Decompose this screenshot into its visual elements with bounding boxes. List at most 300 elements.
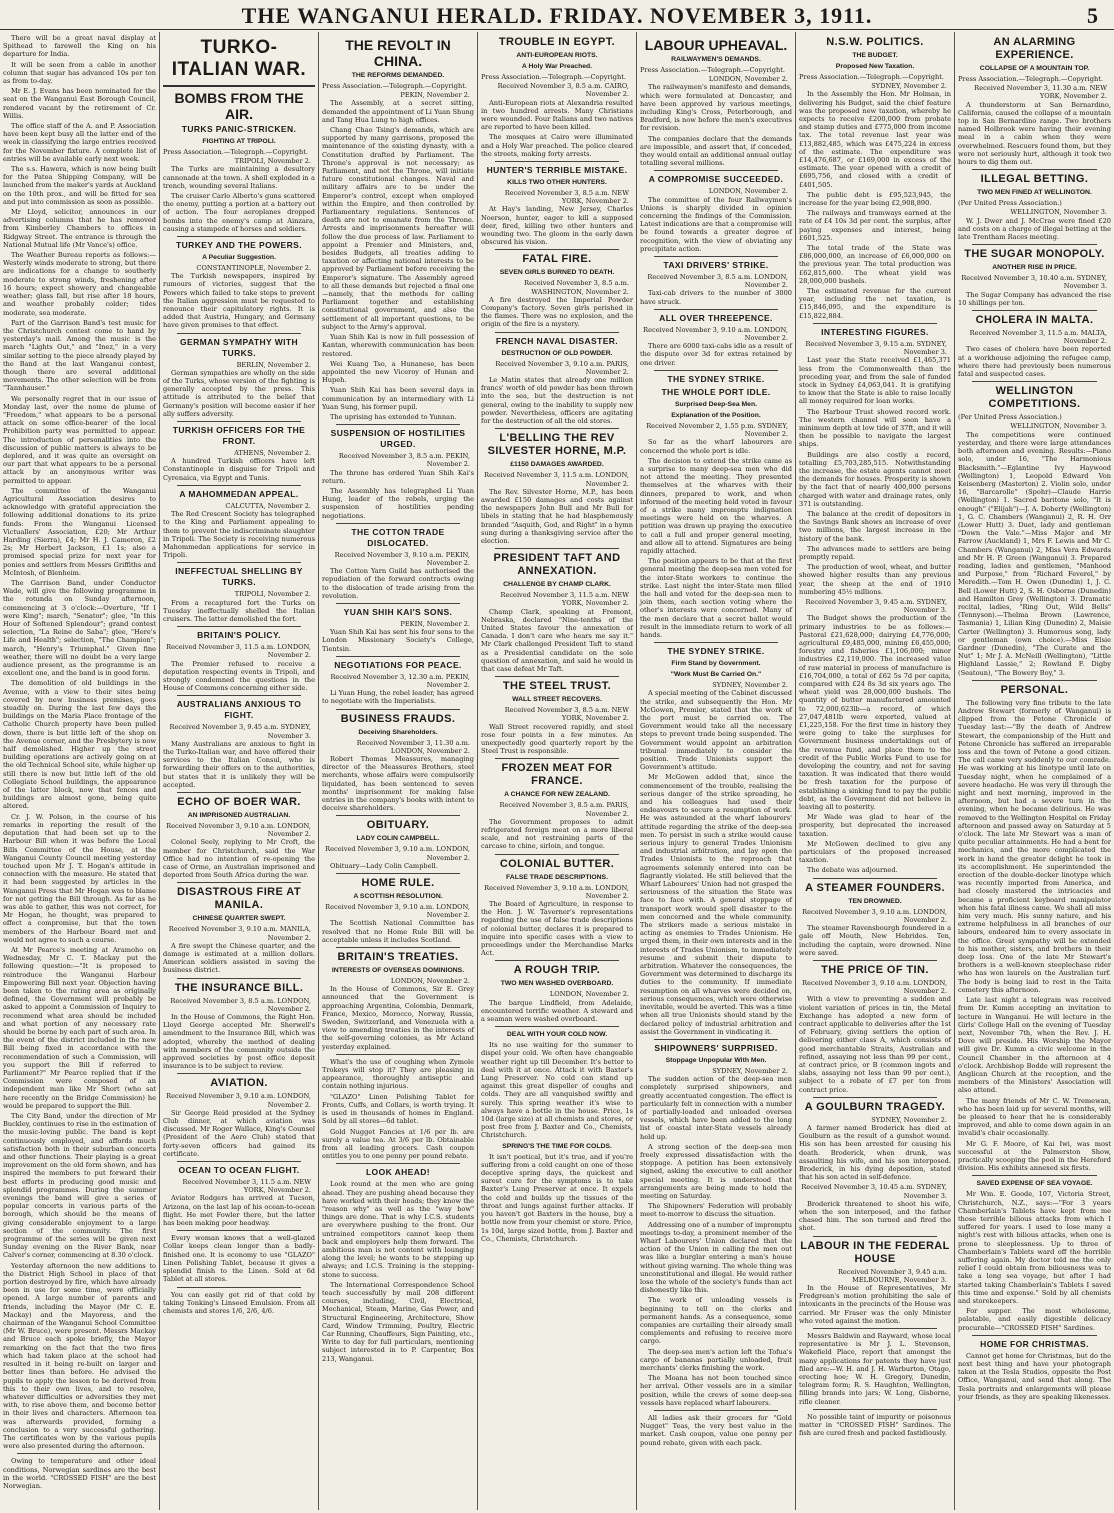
subheadline: DESTRUCTION OF OLD POWDER. [501, 349, 613, 357]
paragraph: The Rev. Silvester Horne, M.P., has been awarded £150 damages and costs against the newspapers John Bull and Mr Bull for libels in stating that he had blasphemously branded "Asquith, God, and Right" in a hymn sung during a thanksgiving service after the election. [481, 487, 633, 545]
divider [177, 978, 301, 979]
subheadline: A SCOTTISH RESOLUTION. [353, 893, 443, 901]
dateline: Received November 3, 8.5 a.m. LONDON, November 2. [647, 273, 788, 290]
headline: INEFFECTUAL SHELLING BY TURKS. [175, 566, 303, 588]
column-1 [0, 32, 160, 1510]
paragraph: The production of wool, wheat, and butter showed higher results than any previous year, the sheep at the end of 1910 numbering 45½ millions. [799, 563, 951, 596]
dateline: Received November 3, 9.10 a.m. LONDON, November 2. [484, 883, 629, 900]
paragraph: In the Assembly the Hon. Mr Holman, in delivering his Budget, said the chief feature was the proposed new taxation, whereby he expects to receive £200,000 from probate and stamp duties and £775,000 from income tax. The total revenue last year was £13,882,485, which was £475,224 in excess of the estimate. The expenditure was £14,476,687, or £169,000 in excess of the estimate. The year opened with a credit of £695,756, and closed with a credit of £401,505. [799, 90, 951, 189]
paragraph: The Assembly has telegraphed Li Yuan Hung, leader of the rebels, urging the suspension of hostilities pending negotiations. [322, 486, 474, 520]
paragraph: The following very fine tribute to the late Andrew Stewart (formerly of Wanganui) is clipped from the Petone Chronicle of Tuesday last:—"By the death of Andrew Stewart, the companionship of the Hutt and Petone Chronicle has suffered an irreparable loss and the town of Petone a good citizen. The call came very suddenly to our comrade. He was working at his linotype until late on Tuesday night, when he complained of a severe headache. He was very ill through the night and next morning, improved in the afternoon, but had a severe turn in the evening, when he became delirious. He was removed to the Wellington Hospital on Friday afternoon and passed away on Saturday at 5 o'clock. The late Mr Stewart was a man of quite peculiar attainments. He had a bent for mechanics, and the more complicated the work in hand the greater delight he took in its accomplishment. He superintended the erection of the double-decker linotype which was recently imported from America, and had closely mastered the intricacies and became a proficient keyboard manipulator when his fatal illness came. We shall all miss him very much. His sunny nature, and his extreme helpfulness in all branches of our labours, endeared him to every associate in the office. Great sympathy will be extended to his mother, sisters, and brothers in their deep loss. One of the late Mr Stewart's brothers is a well-known steeplechase rider who has won laurels on the Australian turf. The body is being laid to rest in the Taita cemetery this afternoon. [958, 698, 1111, 994]
advertisement: Every woman knows that a well-glazed Collar keeps clean longer than a badly-finished one. It is economy to use "GLAZO" Linen Polishing Tablet, because it gives a splendid finish to the Linen. Sold at 6d Tablet at all stores. [163, 1234, 315, 1284]
dateline: Received November 3, 8.5 a.m. CAIRO, November 2. [497, 82, 629, 99]
headline: SAVED EXPENSE OF SEA VOYAGE. [976, 1180, 1093, 1188]
dateline: SYDNEY, November 2. [712, 681, 788, 690]
subheadline: £1150 DAMAGES AWARDED. [510, 461, 604, 469]
advertisement: Owing to temperature and other ideal conditions, Norwegian sardines are the best in the world. "CROSSED FISH" are the best Norwegian. [3, 1457, 156, 1490]
headline: TROUBLE IN EGYPT. [498, 36, 616, 48]
headline: L'BELLING THE REV SILVESTER HORNE, M.P. [487, 432, 627, 458]
divider [177, 1287, 301, 1288]
paragraph: Cr. J. W. Polson, in the course of his remarks in reporting the result of the deputation that had been set up to the Harbour Bill when it was before the Local Bills Committee of the House, at the Wanganui County Council meeting yesterday touched upon Mr J. T. Hogan's attitude in connection with the measure. He stated that it had been suggested by articles in the Wanganui Press that Mr Hogan was to blame for not getting the Bill through. As far as he was able to gather, this was not correct, for Mr Hogan, he thought, was prepared to effect a compromise, but that the town members of the Harbour Board met and would not agree to such a course. [3, 812, 156, 944]
subheadline: FIGHTING AT TRIPOLI. [202, 138, 276, 145]
dateline: Received November 3, 11.5 a.m. LONDON, November 2. [484, 471, 629, 488]
advertisement: All ladies ask their grocers for "Gold Nugget" Teas, the very best value in the market. Cash coupon, value one penny per pound rebate, given with each pack. [640, 1414, 792, 1447]
paragraph: The Weather Bureau reports as follows:—Westerly winds moderate to strong, but there are indications for a change to southerly moderate to strong winds, freshening after 16 hours; expect showery and changeable weather; glass fall, but rise after 18 hours, and weather probably colder; tides moderate, sea moderate. [3, 251, 156, 317]
paragraph: The balance at the credit of depositors in the Savings Bank shows an increase of over two millions, the largest increase in the history of the bank. [799, 509, 951, 543]
paragraph: The work of unloading vessels is beginning to tell on the clerks and permanent hands. As a consequence, some companies are curtailing their already small complements and refusing to receive more cargo. [640, 1296, 792, 1346]
headline: THE STEEL TRUST. [502, 680, 612, 693]
dateline: Received November 3, 11.5 a.m. LONDON, November 2. [166, 643, 311, 660]
divider [336, 873, 460, 874]
divider [495, 676, 619, 677]
paragraph: Champ Clark, speaking at Fremont, Nebraska, declared "Nine-tenths of the United States favour the annexation of Canada. I don't care who hears me say it." Mr Clark challenged President Taft to stand as a Presidential candidate on the sole question of annexation, and said he would in that case defeat Mr Taft. [481, 607, 633, 673]
dateline: WELLINGTON, November 3. [1010, 208, 1107, 217]
divider [813, 323, 937, 324]
headline: BOMBS FROM THE AIR. [174, 90, 304, 122]
advertisement: Its no use waiting for the summer to dispel your cold. We often have changeable weather right up till December. It's better to deal with it at once. Attack it with Baxter's Lung Preserver. No cold can stand up against this great dispeller of coughs and colds. They are all vanquished swiftly and surely. This spring weather it's wise to always have a bottle in the house. Price, 1s 10d (large size) at all chemists and stores, or post free from J. Baxter and Co., Chemists, Christchurch. [481, 1041, 633, 1140]
paragraph: Sir George Reid presided at the Sydney Club dinner, at which aviation was discussed. Mr Roger Wallace, King's Counsel (President of the Aero Club) stated that forty-seven officers had gained its certificate. [163, 1108, 315, 1158]
subheadline: TURKS PANIC-STRICKEN. [181, 124, 297, 134]
dateline: Received November 3, 9.10 a.m. PEKIN, November 2. [334, 550, 470, 567]
headline: SUSPENSION OF HOSTILITIES URGED. [330, 428, 466, 450]
divider [972, 310, 1097, 311]
advertisement: It isn't poetical, but it's true, and if you're suffering from a cold caught on one of those deceptive spring days, the quickest and surest cure for the symptoms is to take Baxter's Lung Preserver at once. It expels the cold and builds up the tissues of the throat and lungs against further attacks. If you haven't got Baxters in the house, buy a bottle now from your chemist or store. Price, 1s 10d, large sized bottle, from J. Baxter and Co., Chemists, Christchurch. [481, 1152, 633, 1243]
dateline: Received November 3, 9.45 a.m. SYDNEY, November 3. [805, 597, 947, 615]
paragraph: Wall Street recovered rapidly, and steel rose four points in a few minutes. An unexpectedly good quarterly report by the Steel Trust is responsible. [481, 722, 633, 756]
paragraph: Broderick threatened to shoot his wife, when the son interposed, and the father chased him. The son turned and fired the shot. [799, 1199, 951, 1233]
headline: SHIPOWNERS' SURPRISED. [654, 1042, 778, 1053]
divider [654, 256, 778, 257]
paragraph: The Premier refused to receive a deputation respecting events in Tripoli, and strongly condemned the questions in the House of Commons concerning either side. [163, 659, 315, 693]
column-5 [637, 32, 796, 1510]
divider [336, 1163, 460, 1164]
paragraph: The committee of the four Railwaymen's Unions is sharply divided in opinion concerning the findings of the Commission. Latest indications are that a compromise will be found towards a greater degree of recognition, with the view of obviating any precipitate action. [640, 195, 792, 253]
subheadline: WALL STREET RECOVERS. [512, 696, 602, 704]
dateline: Received November 3, 9.10 a.m. LONDON, November 2. [325, 903, 470, 920]
headline: TURKISH OFFICERS FOR THE FRONT. [172, 425, 306, 447]
paragraph: Mr E. J. Evans has been nominated for the seat on the Wanganui East Borough Council, rendered vacant by the retirement of Cr. Willis. [3, 87, 156, 120]
paragraph: Last year the State received £1,465,371 less from the Commonwealth than the preceding year, and from the sale of funded stock in Sydney £4,063,041. It is gratifying to know that the State is able to raise locally all money required for loan works. [799, 356, 951, 406]
paragraph: Yesterday afternoon the new additions to the District High School in place of that portion destroyed by fire, which have already been in use for some time, were officially opened. A large number of parents and friends, including the Mayor (Mr C. E. Mackay) and the Mayoress, and the chairman of the Wanganui School Committee (Mr W. Bruce), were present. Messrs Mackay and Bruce each spoke briefly, the Mayor remarking on the fact that the two fires which had taken place at the school had resulted in it being re-built on larger and better lines than before. He advised the pupils to apply the lesson to be derived from this to their own lives, and to resolve, whatever difficulties or adversities they met with, to rise above them, and become better in their lives and characters. Afternoon tea was afterwards provided, forming a conclusion to a very successful gathering. The certificates won by the various pupils were also presented during the afternoon. [3, 1261, 156, 1451]
subheadline: Surprised Deep-Sea Men. [675, 400, 757, 408]
dateline: Received November 3, 9.10 a.m. LONDON, November 2. [166, 821, 311, 839]
subheadline: TWO MEN WASHED OVERBOARD. [500, 980, 614, 988]
divider [654, 1410, 778, 1411]
subheadline: Deceiving Shareholders. [358, 728, 438, 736]
paragraph: The barque Lindfield, from Adelaide, encountered terrific weather. A steward and a seaman were washed overboard. [481, 998, 633, 1024]
dateline: Received November 3, 11.5 a.m. MALTA, November 2. [969, 329, 1107, 346]
subheadline: TWO MEN FINED AT WELLINGTON. [977, 189, 1092, 197]
subheadline: Stoppage Unpopular With Men. [665, 1056, 767, 1064]
divider [336, 424, 460, 425]
column-2 [160, 32, 319, 1510]
paragraph: Late last night a telegram was received from Dr. Kumm accepting an invitation to lecture in Wanganui. He will lecture in the Girls' College Hall on the evening of Tuesday next, November 7th, when the Rev. J. H. Dove will preside. His Worship the Mayor will give Dr. Kumm a civic welcome in the Council Chamber in the afternoon at 4 o'clock. Archbishop Bodde will represent the Anglican Church at the reception, and the members of the Ministers' Association will also attend. [958, 996, 1111, 1095]
paragraph: The railwaymen's manifesto and demands, which were formulated at Doncaster, and have been approved by various meetings, including King's Cross, Peterborough, and Bradford, is now before the men's executives for revision. [640, 83, 792, 133]
dateline: SYDNEY, November 2. [712, 1066, 788, 1075]
divider [495, 1026, 619, 1027]
divider [177, 792, 301, 793]
headline: A STEAMER FOUNDERS. [805, 881, 945, 894]
paragraph: In the House of Commons, Sir E. Grey announced that the Government is approaching Argentina, Colombia, Denmark, France, Mexico, Morocco, Norway, Russia, Sweden, Switzerland, and Venezuela with a view to amending treaties in the interests of the self-governing colonies, as Mr Acland yesterday explained. [322, 985, 474, 1051]
paragraph: The Garrison Band, under Conductor Wade, will give the following programme in the rotunda on Sunday afternoon, commencing at 3 o'clock:—Overture, "If I were King"; march, "Senator"; glee, "In this Hour of Softened Splendour"; grand contest selection, "La Reine de Saba"; glee, "Here's Life and Health"; selection, "The Champion"; march, "Henry's Triumphal." Given fine weather, there will no doubt be a very large audience present, as the programme is an excellent one, and the band is in good form. [3, 579, 156, 678]
headline: GERMAN SYMPATHY WITH TURKS. [179, 336, 299, 358]
dateline: Received November 3, 10.40 a.m. SYDNEY, November 3. [961, 274, 1107, 291]
divider [495, 332, 619, 333]
headline: TAXI DRIVERS' STRIKE. [663, 260, 769, 271]
headline: BRITAIN'S POLICY. [197, 630, 281, 641]
divider [495, 249, 619, 250]
headline: THE REVOLT IN CHINA. [345, 37, 451, 69]
dateline: Received November 3, 12.30 a.m. PEKIN, November 2. [330, 672, 470, 689]
dateline: Received November 3, 8.5 a.m. PARIS, November 2. [499, 801, 629, 818]
subheadline: FALSE TRADE DESCRIPTIONS. [506, 873, 608, 881]
press-line: Press Association.—Telegraph.—Copyright. [481, 73, 626, 81]
paragraph: The Shipowners' Federation will probably meet to-morrow to discuss the situation. [640, 1202, 792, 1219]
paragraph: Obituary—Lady Colin Campbell. [330, 861, 438, 870]
dateline: Received November 3, 9.10 a.m. PARIS, November 2. [495, 359, 629, 376]
paragraph: Le Matin states that already one million francs' worth of old powder has been thrown into the sea, but the destruction is not general, owing to the inability to supply new powder. Nevertheless, officers are agitating for the destruction of all the old stores. [481, 376, 633, 426]
headline: AUSTRALIANS ANXIOUS TO FIGHT. [176, 699, 302, 721]
paragraph: Mr G. F. Moore, of Kai Iwi, was most successful at the Palmerston Show, practically scooping the pool in the Hereford division. His exhibits annexed six firsts. [958, 1139, 1111, 1173]
divider [336, 709, 460, 710]
headline: THE COTTON TRADE DISLOCATED. [351, 526, 445, 548]
dateline: WELLINGTON, November 3. [1010, 422, 1107, 431]
paragraph: The total trade of the State was £86,000,000, an increase of £6,000,000 on the previous year. The total production was £62,815,600. The wheat yield was 28,000,000 bushels. [799, 244, 951, 285]
divider [972, 1175, 1097, 1176]
headline: A COMPROMISE SUCCEEDED. [648, 174, 784, 185]
column-3 [319, 32, 478, 1510]
dateline: ATHENS, November 2. [234, 449, 311, 458]
divider [177, 236, 301, 237]
paragraph: A thunderstorm at San Bernardino, California, caused the collapse of a mountain top in San Bernardino range. Two brothers named Holbrook were having their evening meal in a cabin when they were overwhelmed. Rescuers found them, but they were not seriously hurt, although it took two hours to dig them out. [958, 100, 1111, 167]
divider [813, 878, 937, 879]
paragraph: Messrs Baldwin and Rayward, whose local representative is Mr J. L. Stevenson, Wakefield Place, report that amongst the many applications for patents they have just filed are:—W. H. and J. H. Warburton, Otago, erecting hoe; W. H. Gregory, Dunedin, telegram form; R. S. Haughton, Wellington, filling brands into jars; W. Long, Gisborne, rifle cleaner. [799, 1332, 951, 1406]
dateline: Received November 3, 9.10 a.m. LONDON, November 2. [166, 1092, 311, 1109]
subheadline: ANOTHER RISE IN PRICE. [992, 264, 1077, 272]
advertisement: Mr Wm. E. Goode, 107, Victoria Street, Christchurch, N.Z., says:—"For 3 years Chamberlain's Tablets have kept from me those terrible bilious attacks from which I suffered for years. I used to lose many a night's rest with bilious attacks, when one is prone to sleeplessness. Up to three of Chamberlain's Tablets ward off the horrible suffering again. My doctor told me the only relief I could obtain from biliousness was to take a long sea voyage, but after I had started taking Chamberlain's Tablets I saved this time and expense." Sold by all chemists and storekeepers. [958, 1190, 1111, 1305]
dateline: Received November 3, 8.5 a.m. NEW YORK, November 2. [504, 706, 629, 723]
paragraph: There are 6000 taxi-cabs idle as a result of the dispute over 3d for extras retained by one driver. [640, 342, 792, 367]
paragraph: Yuan Shih Kai has sent his four sons to the London Missionary Society's College, Tientsin. [322, 628, 474, 653]
divider [495, 960, 619, 961]
dateline: Received November 3, 8.5 a.m. LONDON, November 2. [170, 996, 311, 1013]
paragraph: Yuan Shih Kai is now in full possession of Kantan, wherewith communication has been restored. [322, 333, 474, 358]
paragraph: The Harbour Trust showed record work. The western channel will soon have a minimum depth at low tide of 37ft, and it will then be possible to navigate the largest ships. [799, 407, 951, 449]
paragraph: The deep-sea men's action left the Tofua's cargo of bananas partially unloaded, fruit merchants' clerks finishing the work. [640, 1347, 792, 1373]
paragraph: A fire swept the Chinese quarter, and the damage is estimated at a million dollars. American soldiers assisted in saving the business district. [163, 941, 315, 975]
divider [17, 1453, 142, 1454]
headline: ALL OVER THREEPENCE. [659, 312, 773, 323]
paragraph: From a recaptured fort the Turks on Tuesday ineffectually shelled the Italian cruisers. The latter demolished the fort. [163, 598, 315, 623]
paragraph: W. J. Dwer and J. McCrae were fined £20 and costs on a charge of illegal betting at the late Trentham Races meeting. [958, 216, 1111, 242]
paragraph: Mr Wade was glad to hear of the prosperity, but deprecated the increased taxation. [799, 813, 951, 838]
subheadline: Firm Stand by Government. [671, 660, 761, 668]
paragraph: The many friends of Mr C. W. Tremewan, who has been laid up for several months, will be pleased to hear that he is considerably improved, and able to come down again in an invalid's chair occasionally. [958, 1096, 1111, 1138]
paragraph: In the House of Commons, the Right Hon. Lloyd George accepted Mr. Sherwell's amendment to the Insurance Bill, which was adopted, whereby the method of dealing with members of the community outside the approved societies by post office deposit insurance is to be subject to review. [163, 1013, 315, 1071]
paragraph: The Budget shows the production of the primary industries to be as follows:—Pastoral £21,628,000; dairying £4,776,000; agricultural £9,485,000, mining £6,455,000; forestry and fisheries £1,106,000; minor industries £2,119,000. The increased value of raw material in process of manufacture is £16,704,000, a total of £62 5s 7d per capita, compared with £24 8s 3d six years ago. The wheat yield was 28,000,000 bushels. The quantity of butter manufactured amounted to 72,000,623lb—a record, of which 27,047,481lb were exported, valued at £1,225,158. For the first time in history they were going to take the surpluses for Government business undertakings out of the revenue fund, and place them to the credit of the Public Works Fund to use for developing the country, and not for saving taxation. It was indicated that there would be fresh taxation for the purpose of establishing a sinking fund to pay the public debt, as the Government did not believe in leaving all to posterity. [799, 614, 951, 812]
dateline: SYDNEY, November 2. [871, 82, 947, 91]
headline: COLONIAL BUTTER. [499, 857, 615, 870]
headline: ILLEGAL BETTING. [980, 173, 1089, 186]
paragraph: The International Correspondence School teach successfully by mail 208 different courses, including, Civil, Electrical, Mechanical, Steam, Marine, Gas Power, and Structural Engineering, Architecture, Show Card, Window Trimming, Poultry, Electric Car Running, Chauffeurs, Sign Painting, etc., Write to day for full particulars, mentioning subject interested in to P. Carpenter, Box 213, Wanganui. [322, 1280, 474, 1363]
headline: THE SYDNEY STRIKE. [667, 373, 765, 384]
divider [336, 656, 460, 657]
paragraph: The mosques at Cairo were illuminated and a Holy War preached. The police cleared the streets, making forty arrests. [481, 133, 633, 158]
subheadline: CHINESE QUARTER SWEPT. [192, 915, 286, 923]
dateline: Received November 2, 1.55 p.m. SYDNEY, November 2. [646, 421, 788, 439]
paragraph: Mr McGowen declined to give any particulars of the proposed increased taxation. [799, 839, 951, 865]
paragraph: A hundred Turkish officers have left Constantinople in disguise for Tripoli and Cyrenaica, via Egypt and Tunis. [163, 457, 315, 482]
divider [972, 169, 1097, 170]
advertisement: Gold Nugget Fancies at 1/6 per lb. are surely a value tea. At 3/6 per lb. Obtainable from all leading grocers. Cash coupon entitles you to one penny per pound rebate. [322, 1127, 474, 1161]
advertisement: For supper. The most wholesome, palatable, and easily digestible delicacy procurable—"CROSSED FISH" Sardines. [958, 1307, 1111, 1332]
headline: DEAL WITH YOUR COLD NOW. [506, 1031, 608, 1039]
headline: ECHO OF BOER WAR. [177, 795, 301, 808]
paragraph: The office staff of the A. and P. Association have been kept busy all the latter end of the week in classifying the large entries received for the November fixture. A complete list of entries will be available early next week. [3, 122, 156, 163]
headline: TURKO-ITALIAN WAR. [171, 37, 307, 80]
divider [336, 523, 460, 524]
divider [654, 309, 778, 310]
paragraph: The Sugar Company has advanced the rise 10 shillings per ton. [958, 290, 1111, 307]
paragraph: Part of the Garrison Band's test music for the Christchurch contest come to hand by yesterday's mail. Among the music is the march "Lights Out," and "Inez," in a very similar setting to the piece already played by the Band at the last Wanganui contest, though there are several additional movements. The other selection will be from "Tannhauser." [3, 318, 156, 393]
headline: A GOULBURN TRAGEDY. [804, 1100, 946, 1113]
paragraph: The Turks are maintaining a desultory cannonade at the town. A shell exploded in a trench, wounding several Italians. [163, 165, 315, 190]
headline: N.S.W. POLITICS. [826, 36, 924, 48]
dateline: Received November 3, 11.5 a.m. NEW YORK, November 2. [182, 1178, 311, 1195]
dateline: Received November 3, 11.30 a.m. LONDON, November 2. [356, 738, 470, 755]
press-line: (Per United Press Association.) [958, 413, 1062, 422]
paragraph: The Assembly, at a secret sitting, demanded the appointment of Li Yuan Shung and Tang Hua Lung to high offices. [322, 99, 474, 124]
paragraph: Yuan Shih Kai has been several days in communication by an intermediary with Li Yuan Sung, his former pupil. [322, 386, 474, 411]
dateline: Received November 3, 10.45 a.m. SYDNEY, November 3. [801, 1183, 947, 1200]
paragraph: Taxi-cab drivers to the number of 3000 have struck. [640, 289, 792, 306]
paragraph: The City Band, under the direction of Mr Buckley, continues to rise in the estimation of the music-loving public. The band is kept continuously employed, and affords much satisfaction both in their suburban concerts and other functions. Their playing is a great improvement on the old form shown, and has inspired the members to put forward their best efforts in producing good music and splendid programmes. During the summer evenings the band will give a series of popular concerts in various parts of the borough, which should be the means of giving considerable enjoyment to a large section of the community. The first programme of the series will be given next Sunday evening on the River Bank, near Calver's corner, commencing at 8.30 o'clock. [3, 1112, 156, 1260]
column-4 [478, 32, 637, 1510]
paragraph: The steamer Ravensbourgh foundered in a gale off Mouth, New Hebrides. Ten, including the captain, were drowned. Nine were saved. [799, 924, 951, 957]
paragraph: The Scottish National Committee has resolved that no Home Rule Bill will be acceptable unless it includes Scotland. [322, 919, 474, 944]
headline: THE SYDNEY STRIKE. [667, 646, 765, 657]
divider [813, 1409, 937, 1410]
paragraph: With a view to preventing a sudden and violent variation of prices in tin, the Metal Exchange has adopted a new form of contract applicable to deliveries after the 1st of February, giving settlers the option of delivering either class A, which consists of good merchantable Straits, Australian and refined, assaying not less than 99 per cent., at contract price, or B (common ingots and slabs, assaying not less than 99 per cent.), subject to a rebate of £7 per ton from contract price. [799, 995, 951, 1094]
subheadline: A CHANCE FOR NEW ZEALAND. [504, 791, 610, 799]
subheadline: SEVEN GIRLS BURNED TO DEATH. [499, 269, 615, 277]
press-line: (Per United Press Association.) [958, 199, 1062, 208]
subheadline: A Holy War Preached. [521, 63, 593, 70]
headline: BRITAIN'S TREATIES. [337, 951, 459, 964]
dateline: Received November 3, 11.5 a.m. NEW YORK, November 2. [500, 591, 629, 608]
paragraph: The companies declare that the demands are impossible, and assert that, if conceded, they would entail an additional annual outlay totalling several millions. [640, 134, 792, 168]
dateline: Received November 3, 9.10 a.m. LONDON, November 2. [802, 907, 947, 924]
paragraph: Li Yuan Hung, the rebel leader, has agreed to negotiate with the Imperialists. [322, 689, 474, 706]
headline: CHOLERA IN MALTA. [975, 314, 1094, 327]
headline: PRESIDENT TAFT AND ANNEXATION. [493, 552, 621, 578]
divider [177, 1073, 301, 1074]
headline: A ROUGH TRIP. [513, 964, 601, 977]
columns [0, 32, 1114, 1510]
paragraph: A farmer named Broderick has died at Goulburn as the result of a gunshot wound. His son has been arrested for causing his death. Broderick, when drunk, was assaulting his wife, and his son interposed. Broderick, in his dying deposition, stated that his son acted in self-defence. [799, 1123, 951, 1182]
headline: HOME RULE. [361, 877, 435, 890]
paragraph: A strong section of the deep-sea men freely expressed dissatisfaction with the stoppage. A petition has been extensively signed, asking the executive to call another special meeting. It is understood that arrangements are being made to hold the meeting on Saturday. [640, 1142, 792, 1200]
dateline: Received November 3, 9.10 a.m. LONDON, November 2. [643, 325, 788, 343]
dateline: CALCUTTA, November 2. [225, 501, 311, 510]
divider [177, 1161, 301, 1162]
dateline: Received November 3, 8.5 a.m. NEW YORK, November 2. [504, 189, 629, 206]
headline: FROZEN MEAT FOR FRANCE. [501, 762, 613, 788]
dateline: Received November 3, 9.45 a.m. MELBOURNE, November 3. [837, 1267, 947, 1284]
divider [177, 695, 301, 696]
headline: A MAHOMMEDAN APPEAL. [179, 488, 299, 499]
dateline: Received November 3, 11.30 a.m. NEW YORK, November 2. [974, 84, 1107, 101]
masthead [0, 0, 1114, 30]
dateline: CONSTANTINOPLE, November 2. [196, 264, 311, 273]
subheadline: THE BUDGET. [852, 52, 898, 59]
divider [177, 626, 301, 627]
paragraph: At Hay's landing, New Jersey, Charles Noerson, hunter, eager to kill a supposed deer, fired, killing two other hunters and wounding two. The gloom in the early dawn obscured his vision. [481, 205, 633, 247]
subheadline: INTERESTS OF OVERSEAS DOMINIONS. [331, 967, 465, 975]
dateline: LONDON, November 2. [390, 977, 470, 986]
paragraph: Aviator Rodgers has arrived at Tucson, Arizona, on the last lap of his ocean-to-ocean flight. He met Fowler there, but the latter has been making poor headway. [163, 1194, 315, 1228]
paragraph: The advances made to settlers are being promptly repaid. [799, 544, 951, 561]
subheadline: COLLAPSE OF A MOUNTAIN TOP. [979, 65, 1090, 72]
paragraph: Buildings are also costly a record, totalling £5,703,285,515. Notwithstanding the increase, the estate agents cannot meet the demands for houses. Prosperity is shown by the fact that of nearly 400,000 persons charged with water and drainage rates, only 371 is outstanding. [799, 450, 951, 508]
masthead-title: THE WANGANUI HERALD. FRIDAY. NOVEMBER 3, 1911. [241, 3, 873, 28]
dateline: LONDON, November 2. [708, 187, 788, 196]
dateline: PEKIN, November 2. [400, 619, 470, 628]
divider [336, 815, 460, 816]
divider [813, 1328, 937, 1329]
divider [177, 1230, 301, 1231]
headline: FATAL FIRE. [522, 253, 592, 266]
dateline: BERLIN, November 2. [236, 360, 311, 369]
subheadline: "Work Must Be Carried On." [670, 671, 762, 679]
divider [495, 758, 619, 759]
headline: THE INSURANCE BILL. [174, 981, 304, 994]
divider [972, 381, 1097, 382]
subheadline: ANTI-EUROPEAN RIOTS. [516, 52, 598, 59]
paragraph: Robert Thomas Meassures, managing director of the Meassures Brothers, steel merchants, whose affairs were compulsorily liquidated, has been sentenced to seven months' imprisonment for making false entries in the company's books with intent to deceive shareholders. [322, 755, 474, 813]
headline: LOOK AHEAD! [365, 1167, 431, 1178]
headline: OBITUARY. [366, 819, 430, 832]
paragraph: The demolition of old buildings in the Avenue, with a view to their sites being covered by new business premises, goes steadily on. During the last few days the buildings on the Maria Place frontage of the Catholic Church property have been pulled down, there is but little left of the shop on the Avenue corner, and the Presbytery is now half demolished. Higher up the street building operations are actively going on at the old Technical School site, while higher up still there is now but little left of the old Collegiate School buildings, the appearance of the latter block, now that fences and buildings are almost gone, being quite altered. [3, 679, 156, 811]
paragraph: The committee of the Wanganui Agricultural Association desires to acknowledge with grateful appreciation the following additional donations to its prize funds: From the Wanganui Licensed Victuallers' Association, £20; Mr Arthur Harding (Sierra), £4; Mr H. J. Cameron, £2 2s; Mr Herbert Jackson, £1 1s; also a promised special prize for next year for ponies and settlers from Messrs Griffiths and McIntosh, of Blenheim. [3, 486, 156, 577]
dateline: SYDNEY, November 2. [871, 1115, 947, 1124]
paragraph: The debate was adjourned. [807, 866, 898, 875]
headline: THE PRICE OF TIN. [821, 963, 929, 976]
dateline: LONDON, November 2. [549, 990, 629, 999]
paragraph: Anti-European riots at Alexandria resulted in two hundred arrests. Many Christians were wounded. Four Italians and two natives are reported to have been killed. [481, 98, 633, 132]
divider [163, 85, 315, 87]
headline: DISASTROUS FIRE AT MANILA. [177, 886, 301, 912]
paragraph: German sympathies are wholly on the side of the Turks, whose version of the fighting is generally accepted by the press. This attitude is attributed to the belief that Germany's position will become easier if her ally suffers adversity. [163, 368, 315, 418]
divider [336, 947, 460, 948]
dateline: Received November 3, 9.10 a.m. LONDON, November 2. [325, 845, 470, 862]
column-7 [955, 32, 1114, 1510]
divider [177, 562, 301, 563]
paragraph: Two cases of cholera have been reported at a workhouse adjoining the refugee camp, where there had previously been numerous fatal and suspected cases. [958, 345, 1111, 379]
paragraph: There will be a great naval display at Spithead to farewell the King on his departure for India. [3, 34, 156, 59]
subheadline: A Peculiar Suggestion. [202, 254, 276, 262]
paragraph: Look round at the men who are going ahead. They are pushing ahead because they have worked with their heads; they know the "reason why" as well as the "way how" things are done. That is why I.C.S. students are everywhere pushing to the front. Our untrained competitors cannot keep them back and employers help them forward. The ambitious man is not content with lounging along the level; he wants to be stepping up always; and I.C.S. Training is the stepping-stone to success. [322, 1180, 474, 1279]
headline: PERSONAL. [1000, 683, 1069, 696]
divider [495, 854, 619, 855]
headline: LABOUR UPHEAVAL. [644, 37, 788, 53]
paragraph: At Mr Pearce's meeting at Aramoho on Wednesday, Mr C. T. Mackay put the following question:—"It is proposed to reintroduce the Wanganui Harbour Empowering Bill next year. Objection having been taken to the rating area as originally defined, the Government will probably be asked to appoint a Commission of Inquiry to recommend what area should be included and what portion of any necessary rate should be borne by each part of such area. In the event of the district included in the new Bill being fixed in accordance with the recommendation of such a Commission, will you support the Bill if referred to Parliament?" Mr Pearce replied that if the Commission were composed of an independent man like Mr Short (who sat here recently on the Bridge Commission) he would be prepared to support the Bill. [3, 945, 156, 1110]
advertisement: "GLAZO" Linen Polishing Tablet for Fronts, Cuffs, and Collars, is worth trying. It is used in thousands of homes in England. Sold by all stores—6d tablet. [322, 1092, 474, 1126]
headline: HOME FOR CHRISTMAS. [980, 1338, 1089, 1349]
headline: INTERESTING FIGURES. [821, 326, 929, 337]
paragraph: The Red Crescent Society has telegraphed to the King and Parliament appealing to them to prevent the indiscriminate slaughter in Tripoli. The Society is receiving numerous Mahommedan applications for service in Tripoli. [163, 510, 315, 560]
paragraph: We personally regret that in our issue of Monday last, over the nome de plume of "Freedom," what appears to be a personal attack on some office-bearer of the local Prohibition party was permitted to appear. The introduction of personalities into the discussion of public matters is always to be deplored, and it was quite an oversight on our part that what appears to be a personal attack by an anonymous writer was permitted to appear. [3, 394, 156, 485]
dateline: TRIPOLI, November 2. [234, 590, 311, 599]
paragraph: The Moana has not been touched since her arrival. Other vessels are in a similar position, while the crews of some deep-sea vessels have replaced wharf labourers. [640, 1374, 792, 1407]
divider [177, 882, 301, 883]
subheadline: THE WHOLE PORT IDLE. [661, 386, 771, 397]
press-line: Press Association.—Telegraph.—Copyright. [163, 148, 308, 156]
divider [495, 161, 619, 162]
page-number: 5 [1087, 3, 1098, 28]
paragraph: The throne has ordered Yuan Shih Kai's return. [322, 468, 474, 485]
subheadline: Proposed New Taxation. [835, 63, 915, 70]
paragraph: Mr McGowen added that, since the commencement of the trouble, realising the serious danger of the strike spreading, he and his colleagues had used their endeavours to secure a resumption of work. He was astounded at the wharf labourers' attitude regarding the strike of the deep-sea men. To persist in such a strike would cause serious injury to general Trades Unionism and industrial arbitration, and lay open the Trades Unionists to the reproach that agreements solemnly entered into can be flagrantly violated. He still believed that the Wharf Labourers' Union had not grasped the seriousness of the situation the State was face to face with. A general stoppage of transport work would spell disaster to the men concerned and the whole community. The strikers made a serious mistake in acting as enemies to Trades Unionism. He urged them, in their own interests and in the interests of Trades Unionism, to immediately resume and submit their dispute to arbitration. Whatever the consequences, the Government was determined to discharge its duties to the community. If immediate resumption on all wharves were decided on, serious consequences, which were otherwise inevitable, would be averted. This was a time when all true Unionists should stand by the declared policy of industrial arbitration and assist the Government in vindicating it. [640, 773, 792, 1036]
paragraph: The estimated revenue for the current year, including the net taxation, is £15,846,095, and the expenditure is £15,822,884. [799, 287, 951, 320]
subheadline: LADY COLIN CAMPBELL. [356, 835, 440, 843]
dateline: Received November 3, 9.45 a.m. SYDNEY, November 3. [169, 723, 311, 740]
paragraph: A special meeting of the Cabinet discussed the strike, and subsequently the Hon. Mr McGowen, Premier, stated that the work of the port must be carried on. The Government would take all the necessary steps to prevent trade being suspended. The Government would appoint an arbitration tribunal immediately to consider the position. Trade Unionists support the Government's attitude. [640, 689, 792, 772]
paragraph: In the House of Representatives, Mr Fredgrean's motion prohibiting the sale of intoxicants in the precincts of the House was carried. Mr Fraser was the only Minister who voted against the motion. [799, 1284, 951, 1325]
dateline: Received November 3, 9.15 a.m. SYDNEY, November 3. [805, 339, 947, 357]
paragraph: The position appears to be that at the first general meeting the deep-sea men voted for the inter-State workers to continue the strike. Last night the inter-State men filled the hall and voted for the deep-sea men to join them, each section voting where the other's interests were concerned. Many of the men declare that a secret ballot would result in the immediate return to work of all hands. [640, 557, 792, 639]
headline: TURKEY AND THE POWERS. [176, 240, 302, 251]
headline: FRENCH NAVAL DISASTER. [495, 335, 619, 346]
headline: WELLINGTON COMPETITIONS. [988, 385, 1081, 411]
headline: OCEAN TO OCEAN FLIGHT. [178, 1165, 300, 1176]
column-6 [796, 32, 955, 1510]
divider [336, 603, 460, 604]
paragraph: Mr Lloyd, solicitor, announces in our advertising columns that he has removed from Kimberley Chambers to offices in Ridgway Street. The entrance is through the National Mutual life (Mr Vance's) office. [3, 208, 156, 249]
divider [177, 333, 301, 334]
headline: BUSINESS FRAUDS. [340, 712, 456, 725]
paragraph: Addressing one of a number of impromptu meetings to-day, a prominent member of the Wharf Labourers' Union declared that the action of the Union in calling the men out was like a burglar entering a man's house without giving warning. The whole thing was unconstitutional and illegal. He would rather lose the whole of the society's funds than act dishonestly like this. [640, 1220, 792, 1295]
subheadline: RAILWAYMEN'S DEMANDS. [671, 56, 761, 63]
paragraph: Many Australians are anxious to fight in the Turko-Italian war, and have offered their services to the Italian Consul, who is forwarding their offers on to the authorities, but states that it is unlikely they will be accepted. [163, 739, 315, 789]
paragraph: It will be seen from a cable in another column that sugar has advanced 10s per ton as from to-day. [3, 60, 156, 86]
press-line: Press Association.—Telegraph.—Copyright. [799, 73, 944, 81]
paragraph: Wei Kuang Tso, a Hunanese, has been appointed the new Viceroy of Hunan and Hupeh. [322, 359, 474, 385]
divider [813, 1097, 937, 1098]
paragraph: The competitions were continued yesterday, and there were large attendances both afternoon and evening. Results:—Piano solo, under 16, "The Harmonious Blacksmith."—Eglantine Ivy Haywood (Wellington) 1, Leopold Edward Von Keisenberg (Masterton) 2. Violin solo, under 16, "Barcarolle" (Spohr)—Claude Harrie (Wellington) 1. Sacred baritone solo, "It is enough" ("Elijah")—J. A. Doherty (Wellington) 1, G. C. Chambers (Wanganui) 2, R. H. Orr (Lower Hutt) 3. Duet, lady and gentleman "Down the Vale."—Miss Major and Mr Farrow (Auckland) 1, Mrs F. Lewis and Mr C. Chambers (Wanganui) 2, Miss Vera Edwards and Mr H. P. Green (Wanganui) 3. Prepared reading, ladies and gentlemen, "Manhood and Purpose," from "Richard Feverel," by Meredith.—Tom H. Owen (Dunedin) 1, J. C. Bell (Lower Hutt) 2, S. H. Osborne (Dunedin) and Hamilton Grey (Wellington) 3. Dramatic recital, ladies, "Ring Out, Wild Bells" (Tennyson).—Thelma Brown (Lawrence, Tasmania) 1, Lilian King (Dunedin) 2, Maisie Carter (Wellington) 3. Humorous song, lady or gentleman (own choice).—Miss Elsie Gardner (Dunedin), "The Curate and the Nut" 1; Mr J. A. McNeill (Wellington), "Little Highland Lassie," 2; Rowland F. Digby (Seatoun), "The Bowery Boy," 3. [958, 430, 1111, 677]
divider [654, 370, 778, 371]
headline: AVIATION. [210, 1077, 268, 1090]
paragraph: The cruiser Carlo Alberto's guns scattered the enemy, putting a portion at a battery out of action. The four aeroplanes dropped bombs into the enemy's camp at Ainzara, causing a stampede of horses and soldiers. [163, 192, 315, 233]
press-line: Press Association.—Telegraph.—Copyright. [958, 75, 1103, 83]
paragraph: The Board of Agriculture, in response to the Hon. J. W. Taverner's representations regarding the use of false trade descriptions of colonial butter, declares it is prepared to inquire into specific cases with a view to proceedings under the Merchandise Marks Act. [481, 900, 633, 958]
subheadline: CHALLENGE BY CHAMP CLARK. [503, 581, 611, 589]
divider [972, 680, 1097, 681]
subheadline: AN IMPRISONED AUSTRALIAN. [187, 811, 291, 819]
divider [972, 244, 1097, 245]
subheadline: TEN DROWNED. [848, 897, 902, 905]
advertisement: No possible taint of impurity or poisonous matter in "CROSSED FISH" Sardines. The fish are cured fresh and packed fastidiously. [799, 1412, 951, 1438]
divider [654, 170, 778, 171]
subheadline: THE REFORMS DEMANDED. [351, 72, 445, 79]
divider [336, 1054, 460, 1055]
headline: SPRING'S THE TIME FOR COLDS. [502, 1142, 612, 1150]
divider [654, 642, 778, 643]
advertisement: Cannot get home for Christmas, but do the next best thing and have your photograph taken at the Tesla Studios, opposite the Post Office, Wanganui, and send that along. The Tesla portraits and enlargements will please your friends, as they are speaking likenesses. [958, 1351, 1111, 1401]
dateline: TRIPOLI, November 2. [234, 157, 311, 166]
paragraph: So far as the wharf labourers are concerned the whole port is idle. [640, 438, 792, 455]
paragraph: The decision to extend the strike came as a surprise to many deep-sea men who did not attend the meeting. They presented themselves at the wharves with their dinners, prepared to work, and when informed of the meeting held voted in favour of a strike many impromptu indignation meetings were held on the wharves. A petition was drawn up praying the executive to call a full and proper general meeting, and allow all to attend. Signatures are being rapidly attached. [640, 456, 792, 555]
